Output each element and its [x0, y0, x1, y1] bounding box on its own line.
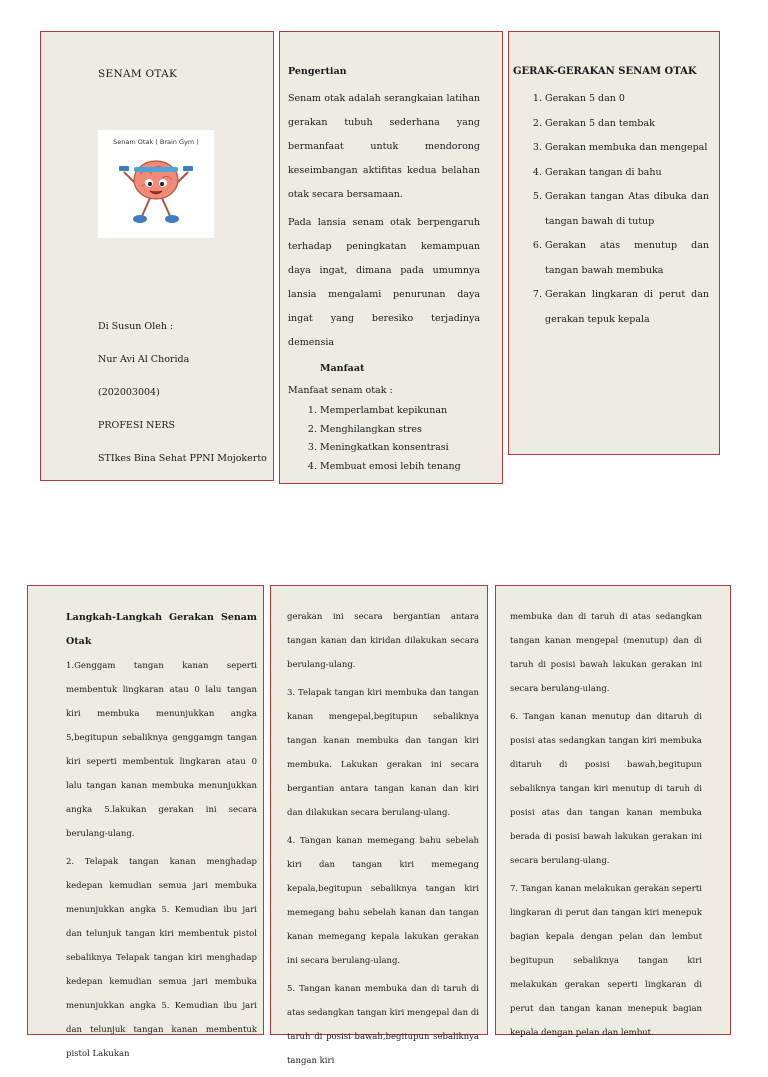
brain-gym-illustration [98, 130, 214, 238]
pengertian-heading: Pengertian [288, 66, 347, 77]
author-program: PROFESI NERS [98, 420, 176, 431]
list-item: 6. Gerakan atas menutup dan tangan bawah membuka [545, 234, 709, 283]
manfaat-intro: Manfaat senam otak : [288, 385, 393, 396]
author-name: Nur Avi Al Chorida [98, 354, 190, 365]
author-block [98, 320, 267, 485]
langkah-paragraph: gerakan ini secara bergantian antara tangan kanan dan kiridan dilakukan secara berulang-ulang. [287, 612, 479, 670]
list-item: 4. Membuat emosi lebih tenang [320, 458, 480, 477]
list-item: 1. Gerakan 5 dan 0 [545, 87, 709, 112]
langkah-paragraph: 4. Tangan kanan memegang bahu sebelah kiri dan tangan kiri memegang kepala,begitupun sebaliknya tangan kiri memegang bahu sebelah kanan dan tangan kanan memegang kepala lakukan gerakan ini secara berulang-ulang. [287, 836, 479, 966]
gerakan-list [513, 87, 709, 332]
langkah-paragraph: 2. Telapak tangan kanan menghadap kedepan kemudian semua jari membuka menunjukkan angka 5. Kemudian ibu jari dan telunjuk tangan kiri membentuk pistol sebaliknya Telapak tangan kiri menghadap kedepan kemudian semua jari membuka menunjukkan angka 5. Kemudian ibu jari dan telunjuk tangan kanan membentuk pistol Lakukan [66, 857, 257, 1059]
list-item: 1. Memperlambat kepikunan [320, 402, 480, 421]
gerakan-panel [508, 31, 720, 455]
list-item: 3. Meningkatkan konsentrasi [320, 439, 480, 458]
list-item: 3. Gerakan membuka dan mengepal [545, 136, 709, 161]
list-item: 2. Gerakan 5 dan tembak [545, 112, 709, 137]
langkah-panel-2 [270, 585, 488, 1066]
brain-mascot-icon [118, 150, 194, 232]
pengertian-paragraph: Pada lansia senam otak berpengaruh terhadap peningkatan kemampuan daya ingat, dimana pada umumnya lansia mengalami penurunan daya ingat yang beresiko terjadinya demensia [288, 217, 480, 348]
manfaat-heading: Manfaat [320, 363, 365, 374]
langkah-paragraph: membuka dan di taruh di atas sedangkan tangan kanan mengepal (menutup) dan di taruh di posisi bawah lakukan gerakan ini secara berulang-ulang. [510, 612, 702, 694]
list-item: 7. Gerakan lingkaran di perut dan gerakan tepuk kepala [545, 283, 709, 332]
cover-title: SENAM OTAK [98, 68, 178, 80]
langkah-paragraph: 1.Genggam tangan kanan seperti membentuk lingkaran atau 0 lalu tangan kiri membuka menunjukkan angka 5,begitupun sebaliknya genggamgn tangan kiri seperti membentuk lingkaran atau 0 lalu tangan kanan membuka menunjukkan angka 5.lakukan gerakan ini secara berulang-ulang. [66, 661, 257, 839]
langkah-paragraph: 3. Telapak tangan kiri membuka dan tangan kanan mengepal,begitupun sebaliknya tangan kanan membuka dan tangan kiri membuka. Lakukan gerakan ini secara bergantian antara tangan kanan dan kiri dan dilakukan secara berulang-ulang. [287, 688, 479, 818]
pengertian-panel [279, 31, 503, 484]
gerakan-heading: GERAK-GERAKAN SENAM OTAK [513, 66, 697, 77]
list-item: 2. Menghilangkan stres [320, 421, 480, 440]
author-institution: STIkes Bina Sehat PPNI Mojokerto [98, 453, 267, 464]
langkah-heading: Langkah-Langkah Gerakan Senam Otak [66, 612, 257, 647]
langkah-paragraph: 5. Tangan kanan membuka dan di taruh di atas sedangkan tangan kiri mengepal dan di taruh di posisi bawah,begitupun sebaliknya tangan kiri [287, 984, 479, 1066]
pengertian-paragraph: Senam otak adalah serangkaian latihan gerakan tubuh sederhana yang bermanfaat untuk mendorong keseimbangan aktifitas kedua belahan otak secara bersamaan. [288, 93, 480, 200]
author-id: (202003004) [98, 387, 160, 398]
langkah-paragraph: 7. Tangan kanan melakukan gerakan seperti lingkaran di perut dan tangan kiri menepuk bagian kepala dengan pelan dan lembut begitupun sebaliknya tangan kiri melakukan gerakan seperti lingkaran di perut dan tangan kanan menepuk bagian kepala dengan pelan dan lembut. [510, 884, 702, 1038]
langkah-paragraph: 6. Tangan kanan menutup dan ditaruh di posisi atas sedangkan tangan kiri membuka ditaruh di posisi bawah,begitupun sebaliknya tangan kiri menutup di taruh di posisi atas dan tangan kanan membuka berada di posisi bawah lakukan gerakan ini secara berulang-ulang. [510, 712, 702, 866]
list-item: 5. Gerakan tangan Atas dibuka dan tangan bawah di tutup [545, 185, 709, 234]
langkah-panel-1 [27, 585, 264, 1059]
manfaat-list [288, 402, 480, 476]
cover-panel [40, 31, 274, 481]
image-caption: Senam Otak ( Brain Gym ) [113, 138, 199, 146]
list-item: 4. Gerakan tangan di bahu [545, 161, 709, 186]
author-line: Di Susun Oleh : [98, 321, 174, 332]
langkah-panel-3 [495, 585, 731, 1038]
